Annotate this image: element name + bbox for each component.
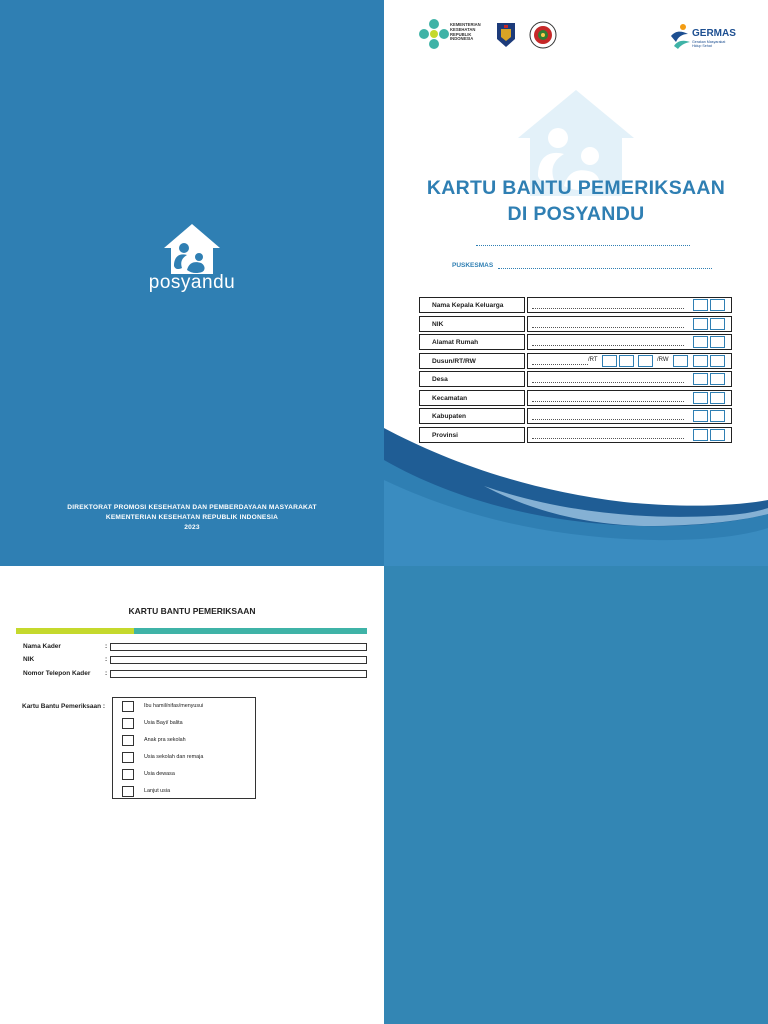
- checkbox[interactable]: [122, 701, 134, 712]
- form-label: Nama Kepala Keluarga: [419, 297, 525, 313]
- code-box[interactable]: [693, 392, 708, 404]
- puskesmas-label: PUSKESMAS: [452, 262, 494, 269]
- form-label: Provinsi: [419, 427, 525, 443]
- checkbox[interactable]: [122, 718, 134, 729]
- code-box[interactable]: [693, 355, 708, 367]
- form-label: NIK: [419, 316, 525, 332]
- colon: :: [105, 670, 108, 677]
- rt-box[interactable]: [619, 355, 634, 367]
- code-box[interactable]: [710, 355, 725, 367]
- footer-line-year: 2023: [184, 524, 200, 531]
- form-row-alamat-rumah: [419, 334, 732, 353]
- code-box[interactable]: [710, 373, 725, 385]
- options-box: [112, 697, 256, 799]
- dotted-line: [532, 401, 684, 402]
- nama-kader-label: Nama Kader: [23, 643, 61, 650]
- posyandu-wordmark: posyandu: [148, 272, 236, 293]
- dotted-line: [532, 308, 684, 309]
- code-box[interactable]: [693, 299, 708, 311]
- code-box[interactable]: [710, 392, 725, 404]
- option-bayi-balita[interactable]: [113, 715, 257, 732]
- form-label: Alamat Rumah: [419, 334, 525, 350]
- code-box[interactable]: [710, 336, 725, 348]
- option-label: Ibu hamil/nifas/menyusui: [144, 703, 204, 709]
- nomor-telepon-kader-label: Nomor Telepon Kader: [23, 670, 91, 677]
- form-label: Desa: [419, 371, 525, 387]
- rw-box[interactable]: [673, 355, 688, 367]
- pkk-emblem-icon: [529, 21, 557, 49]
- checkbox[interactable]: [122, 752, 134, 763]
- code-box[interactable]: [693, 373, 708, 385]
- form-row-nama-kepala-keluarga: [419, 297, 732, 316]
- checkbox[interactable]: [122, 786, 134, 797]
- puskesmas-dotted-line[interactable]: [498, 268, 712, 269]
- option-lanjut-usia[interactable]: [113, 783, 257, 800]
- dotted-line: [532, 364, 588, 365]
- option-ibu-hamil[interactable]: [113, 698, 257, 715]
- back-cover-panel: [384, 566, 768, 1024]
- kemenkes-text: KEMENTERIAN KESEHATAN REPUBLIK INDONESIA: [450, 22, 481, 42]
- nomor-telepon-kader-field[interactable]: [110, 670, 367, 678]
- footer-line-ministry: KEMENTERIAN KESEHATAN REPUBLIK INDONESIA: [105, 514, 279, 521]
- cover-title-line-1: KARTU BANTU PEMERIKSAAN: [426, 177, 726, 199]
- option-usia-sekolah-remaja[interactable]: [113, 749, 257, 766]
- form-value-field[interactable]: [527, 371, 732, 387]
- form-label: Dusun/RT/RW: [419, 353, 525, 369]
- option-label: Usia Bayi/ balita: [144, 720, 183, 726]
- decorative-wave: [384, 420, 768, 566]
- form-value-field[interactable]: [527, 316, 732, 332]
- cover-title-line-2: DI POSYANDU: [507, 203, 645, 225]
- form-value-field[interactable]: [527, 297, 732, 313]
- germas-subtitle: Gerakan Masyarakat Hidup Sehat: [692, 40, 726, 48]
- option-label: Usia dewasa: [144, 771, 175, 777]
- kemendagri-emblem-icon: [495, 21, 517, 49]
- code-box[interactable]: [693, 318, 708, 330]
- accent-bar-teal: [134, 628, 367, 634]
- checkbox[interactable]: [122, 769, 134, 780]
- accent-bar-green: [16, 628, 134, 634]
- form-value-field[interactable]: [527, 353, 732, 369]
- rt-box[interactable]: [638, 355, 653, 367]
- nik-field[interactable]: [110, 656, 367, 664]
- form-row-dusun-rt-rw: [419, 353, 732, 372]
- dotted-line: [532, 345, 684, 346]
- nik-label: NIK: [23, 656, 35, 663]
- name-dotted-line[interactable]: [476, 245, 690, 246]
- kartu-bantu-pemeriksaan-label: Kartu Bantu Pemeriksaan :: [22, 703, 106, 710]
- form-value-field[interactable]: [527, 390, 732, 406]
- cover-front-panel: [0, 0, 384, 566]
- form-row-nik: [419, 316, 732, 335]
- option-label: Usia sekolah dan remaja: [144, 754, 204, 760]
- option-usia-dewasa[interactable]: [113, 766, 257, 783]
- dotted-line: [532, 382, 684, 383]
- dotted-line: [532, 327, 684, 328]
- rt-label: /RT: [588, 356, 598, 363]
- rw-label: /RW: [657, 356, 669, 363]
- code-box[interactable]: [693, 336, 708, 348]
- form-value-field[interactable]: [527, 334, 732, 350]
- rt-box[interactable]: [602, 355, 617, 367]
- footer-line-directorate: DIREKTORAT PROMOSI KESEHATAN DAN PEMBERDAYAAN MASYARAKAT: [67, 504, 317, 511]
- checkbox[interactable]: [122, 735, 134, 746]
- option-anak-pra-sekolah[interactable]: [113, 732, 257, 749]
- inner-form-title: KARTU BANTU PEMERIKSAAN: [128, 606, 256, 616]
- option-label: Lanjut usia: [144, 788, 171, 794]
- nama-kader-field[interactable]: [110, 643, 367, 651]
- code-box[interactable]: [710, 299, 725, 311]
- germas-logo-icon: [668, 22, 692, 50]
- form-row-kecamatan: [419, 390, 732, 409]
- form-row-desa: [419, 371, 732, 390]
- form-label: Kabupaten: [419, 408, 525, 424]
- colon: :: [105, 656, 108, 663]
- cover-form-panel: [384, 0, 768, 566]
- form-label: Kecamatan: [419, 390, 525, 406]
- kemenkes-logo-icon: [418, 18, 450, 52]
- germas-wordmark: GERMAS: [692, 28, 736, 39]
- option-label: Anak pra sekolah: [144, 737, 186, 743]
- colon: :: [105, 643, 108, 650]
- code-box[interactable]: [710, 318, 725, 330]
